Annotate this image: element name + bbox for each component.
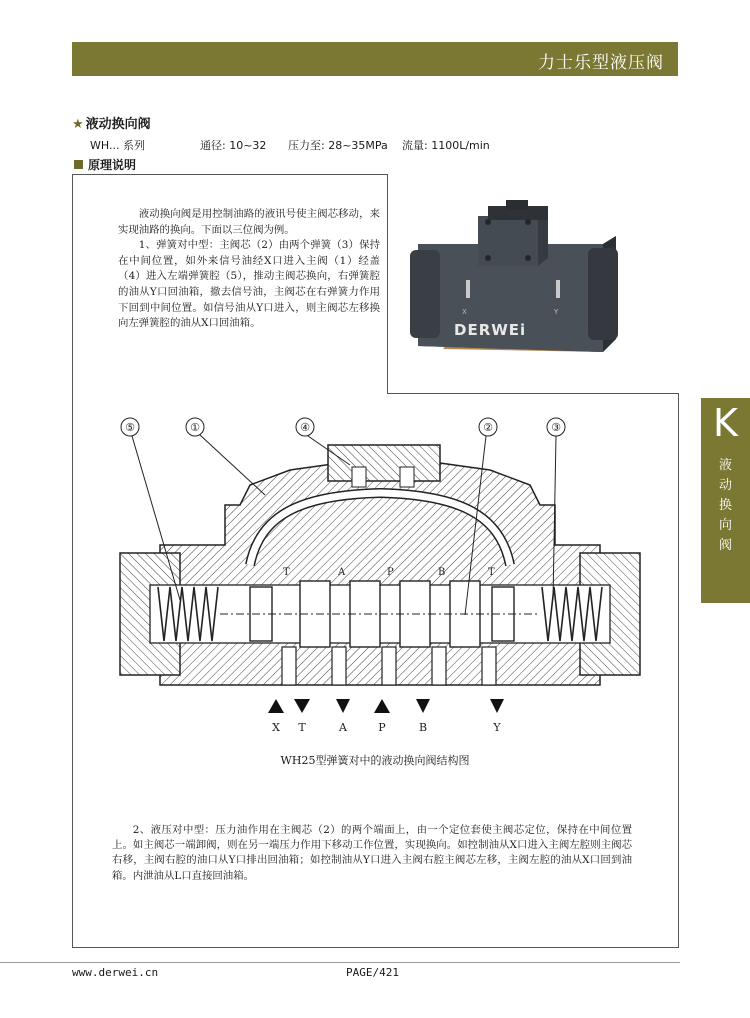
paragraph-2: 2、液压对中型：压力油作用在主阀芯（2）的两个端面上，由一个定位套使主阀芯定位，保持在中间位置上。如主阀芯一端卸阀，则在另一端压力作用下移动工作位置，实现换向。如控制油从X口进入主阀左腔则主阀芯右移，主阀右腔的油口从Y口排出回油箱；如控制油从Y口进入主阀右腔主阀芯左移，主阀左腔的油从X口回到油箱。内泄油从L口直接回油箱。 [112,824,632,882]
star-icon: ★ [72,117,84,132]
header-bar [72,42,678,76]
callout-4: ④ [300,421,310,434]
callout-2: ② [483,421,493,434]
side-tab-char: 动 [718,478,732,493]
square-bullet-icon [74,160,83,169]
port-label-p: P [378,721,386,734]
spec-diameter: 通径: 10~32 [200,139,267,152]
section-title [72,113,151,132]
inner-port-label: T [488,567,495,578]
port-label-a: A [339,721,347,734]
spec-series: WH... 系列 [90,139,145,152]
side-tab-letter: K [713,401,738,445]
callout-3: ③ [551,421,561,434]
product-brand-text: DERWEi [454,321,527,339]
callout-1: ① [190,421,200,434]
callout-5: ⑤ [125,421,135,434]
product-photo-box [387,174,679,394]
svg-text:X: X [462,308,467,316]
side-tab [701,398,750,603]
spec-flow: 流量: 1100L/min [402,139,490,152]
port-label-x: X [272,721,280,734]
valve-product-photo [388,174,678,392]
subsection-title [74,156,136,173]
side-tab-char: 向 [718,518,732,533]
section-title-text: 液动换向阀 [85,117,151,132]
side-tab-text [701,456,750,556]
inner-port-label: B [438,567,446,578]
header-title: 力士乐型液压阀 [538,53,664,73]
diagram-caption: WH25型弹簧对中的液动换向阀结构图 [280,754,470,767]
port-label-b: B [418,721,428,734]
spec-pressure: 压力至: 28~35MPa [288,139,388,152]
footer-url[interactable]: www.derwei.cn [72,966,159,979]
subsection-title-text: 原理说明 [88,158,137,172]
side-tab-char: 换 [718,498,732,513]
valve-cross-section-diagram [100,415,660,745]
intro-paragraph-1: 液动换向阀是用控制油路的液讯号使主阀芯移动，来实现油路的换向。下面以三位阀为例。 [118,208,380,236]
inner-port-label: T [283,567,290,578]
side-tab-char: 液 [718,458,732,473]
port-label-t: T [298,721,306,734]
intro-paragraph-2: 1、弹簧对中型：主阀芯（2）由两个弹簧（3）保持在中间位置，如外来信号油经X口进入主阀（1）经盖（4）进入左端弹簧腔（5），推动主阀芯换向，右弹簧腔的油从Y口回油箱，撤去信号油，主阀芯在右弹簧力作用下回到中间位置。如信号油从Y口进入，则主阀芯左移换向左弹簧腔的油从X口回油箱。 [118,239,380,330]
side-tab-char: 阀 [718,538,732,553]
inner-port-label: P [387,567,394,578]
footer-divider [0,962,680,963]
intro-text [118,207,380,332]
port-label-y: Y [493,721,501,734]
footer-page-number: PAGE/421 [346,966,399,979]
inner-port-label: A [338,567,346,578]
svg-text:Y: Y [554,308,559,316]
